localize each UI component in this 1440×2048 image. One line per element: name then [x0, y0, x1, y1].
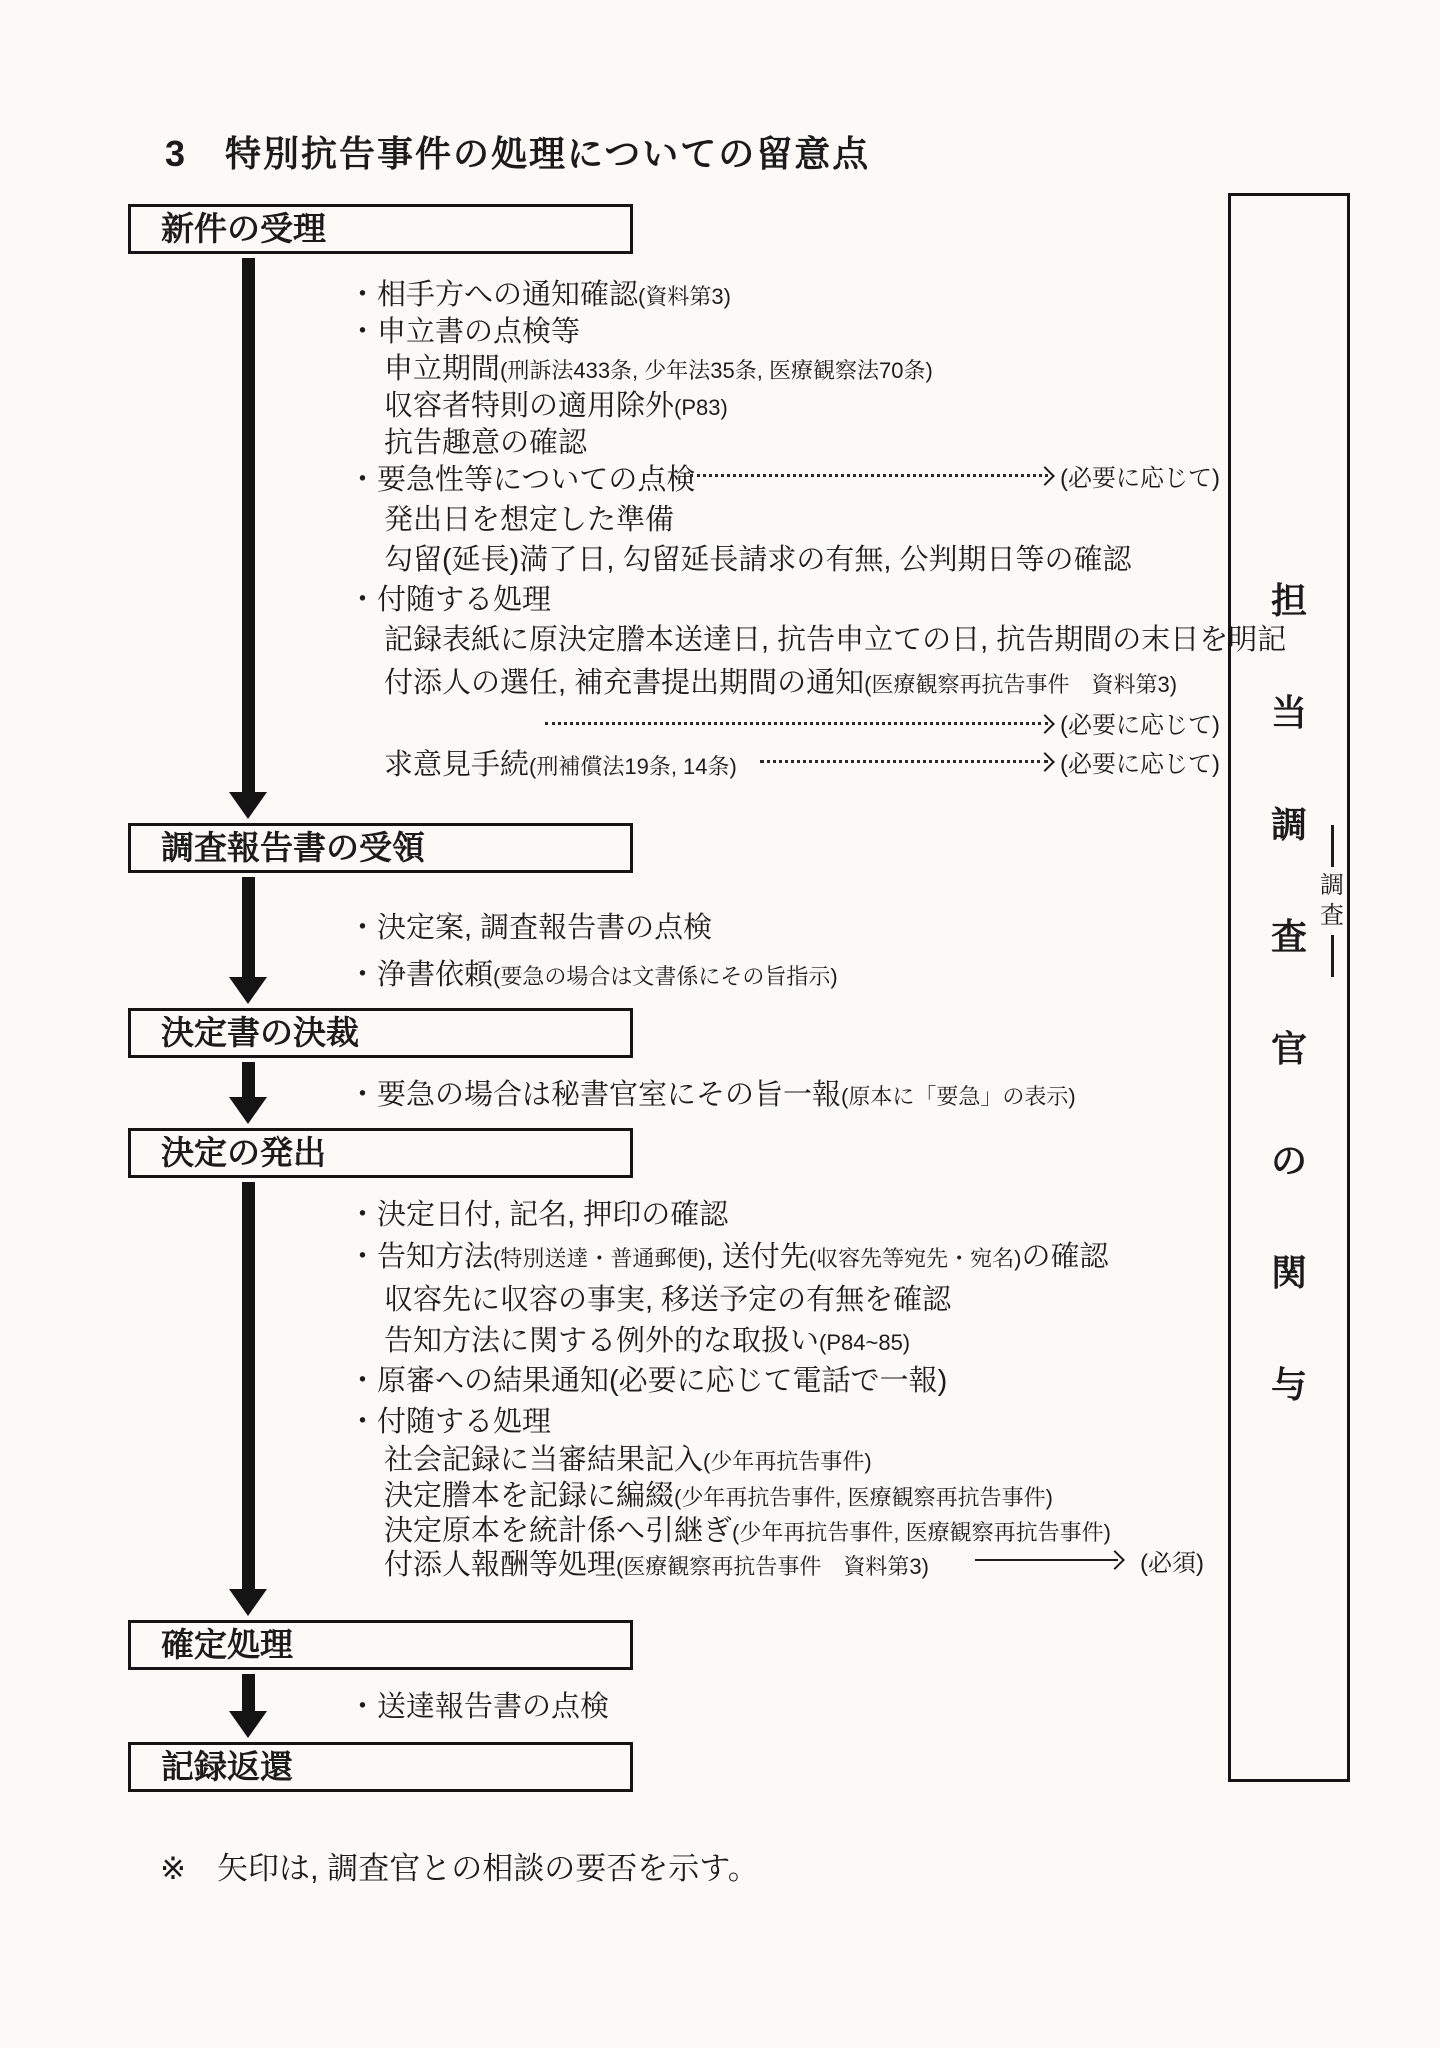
arrow-stem	[242, 1182, 255, 1589]
item-note: (P84~85)	[819, 1330, 911, 1355]
page-title: 3 特別抗告事件の処理についての留意点	[165, 133, 871, 174]
flow-box-label: 記録返還	[161, 1748, 293, 1785]
item-notify-opponent	[348, 272, 731, 313]
item-text: ・要急の場合は秘書官室にその旨一報	[348, 1079, 842, 1111]
item-notification-method	[348, 1234, 1108, 1275]
investigator-involvement-box	[1228, 193, 1350, 1782]
sub-attendant-fee	[384, 1542, 929, 1583]
solid-arrow-required	[975, 1559, 1118, 1561]
item-text: , 送付先	[705, 1241, 809, 1273]
sub-appeal-intent	[384, 420, 587, 461]
item-note: (少年再抗告事件, 医療観察再抗告事件)	[674, 1485, 1053, 1510]
item-text: ・相手方への通知確認	[348, 279, 639, 311]
item-text: 付添人報酬等処理	[384, 1549, 617, 1581]
sub-exception-handling	[384, 1318, 910, 1359]
vertical-char: 与	[1270, 1364, 1307, 1405]
label-as-needed-3: (必要に応じて)	[1060, 751, 1220, 778]
arrowhead-icon	[1035, 714, 1055, 734]
label-as-needed-2: (必要に応じて)	[1060, 712, 1220, 739]
item-text: 付添人の選任, 補充書提出期間の通知	[384, 667, 865, 699]
flow-box-decision-approval	[128, 1008, 633, 1058]
item-ancillary-tasks-2	[348, 1399, 551, 1440]
flow-box-label: 決定の発出	[161, 1134, 326, 1171]
item-text: 告知方法に関する例外的な取扱い	[384, 1325, 820, 1357]
item-text: ・決定案, 調査報告書の点検	[348, 912, 713, 944]
flow-box-finalization	[128, 1620, 633, 1670]
item-text: ・付随する処理	[348, 1406, 552, 1438]
sub-detainee-exception	[384, 383, 728, 424]
item-note: (原本に「要急」の表示)	[841, 1084, 1076, 1109]
vertical-dash	[1331, 935, 1334, 977]
arrow-head	[229, 792, 267, 819]
vertical-char: 当	[1270, 692, 1307, 733]
item-note: (医療観察再抗告事件 資料第3)	[616, 1554, 929, 1579]
vertical-char: 担	[1270, 580, 1307, 621]
vertical-label-chousa	[1317, 821, 1347, 981]
vertical-dash	[1331, 825, 1334, 867]
item-text: 記録表紙に原決定謄本送達日, 抗告申立ての日, 抗告期間の末日を明記	[384, 624, 1287, 656]
item-fair-copy-request	[348, 952, 838, 993]
sub-prepare-issue-date	[384, 497, 674, 538]
arrowhead-icon	[1035, 466, 1055, 486]
item-text: 抗告趣意の確認	[384, 427, 588, 459]
down-arrow-icon	[229, 1182, 267, 1616]
dotted-arrow-as-needed-2	[545, 722, 1048, 725]
arrow-head	[229, 1711, 267, 1738]
arrowhead-icon	[1105, 1550, 1125, 1570]
item-text: ・申立書の点検等	[348, 316, 581, 348]
sub-record-cover-dates	[384, 617, 1286, 658]
arrowhead-icon	[1035, 752, 1055, 772]
item-text: ・決定日付, 記名, 押印の確認	[348, 1199, 729, 1231]
arrow-stem	[242, 877, 255, 977]
item-text: 発出日を想定した準備	[384, 504, 675, 536]
item-check-date-seal	[348, 1192, 728, 1233]
item-text: ・浄書依頼	[348, 959, 494, 991]
item-urgency-check	[348, 457, 695, 498]
down-arrow-icon	[229, 258, 267, 819]
item-check-draft-report	[348, 905, 712, 946]
item-text: 決定謄本を記録に編綴	[384, 1480, 675, 1512]
item-text: ・付随する処理	[348, 584, 552, 616]
item-text: 収容先に収容の事実, 移送予定の有無を確認	[384, 1284, 952, 1316]
arrow-stem	[242, 1674, 255, 1711]
flow-box-label: 確定処理	[161, 1626, 293, 1663]
flow-box-label: 新件の受理	[161, 210, 326, 247]
item-text: ・原審への結果通知(必要に応じて電話で一報)	[348, 1365, 948, 1397]
flow-box-new-case	[128, 204, 633, 254]
item-text: 勾留(延長)満了日, 勾留延長請求の有無, 公判期日等の確認	[384, 544, 1132, 576]
flow-box-report-receipt	[128, 823, 633, 873]
item-note: (収容先等宛先・宛名)	[808, 1246, 1022, 1271]
item-text: 決定原本を統計係へ引継ぎ	[384, 1515, 733, 1547]
label-as-needed-1: (必要に応じて)	[1060, 465, 1220, 492]
sub-confirm-custody	[384, 1277, 951, 1318]
down-arrow-icon	[229, 877, 267, 1004]
vertical-char: 査	[1270, 916, 1307, 957]
item-text: ・告知方法	[348, 1241, 494, 1273]
arrow-stem	[242, 1062, 255, 1097]
item-note: (刑訴法433条, 少年法35条, 医療観察法70条)	[500, 358, 933, 383]
vertical-char: 官	[1270, 1028, 1307, 1069]
vertical-char: 調	[1270, 804, 1307, 845]
vertical-char: 関	[1270, 1252, 1307, 1293]
arrow-head	[229, 1589, 267, 1616]
item-check-delivery-report	[348, 1684, 609, 1725]
footnote: ※ 矢印は, 調査官との相談の要否を示す。	[160, 1851, 759, 1886]
item-text: 社会記録に当審結果記入	[384, 1444, 704, 1476]
down-arrow-icon	[229, 1674, 267, 1738]
item-text: 求意見手続	[384, 749, 530, 781]
item-note: (資料第3)	[638, 284, 731, 309]
arrow-head	[229, 977, 267, 1004]
item-ancillary-tasks	[348, 577, 551, 618]
vertical-label-involvement	[1231, 573, 1347, 1408]
sub-social-record	[384, 1437, 872, 1478]
item-inspect-petition	[348, 309, 580, 350]
arrow-head	[229, 1097, 267, 1124]
dotted-arrow-as-needed-1	[690, 474, 1048, 477]
flow-box-decision-issue	[128, 1128, 633, 1178]
flow-box-label: 決定書の決裁	[161, 1014, 359, 1051]
sub-opinion-request	[384, 742, 737, 783]
item-text: ・要急性等についての点検	[348, 464, 696, 496]
flow-box-label: 調査報告書の受領	[161, 829, 425, 866]
item-note: (刑補償法19条, 14条)	[529, 754, 737, 779]
item-result-notice-origin	[348, 1358, 947, 1399]
vertical-char: 調	[1320, 872, 1344, 899]
vertical-char: 査	[1320, 902, 1344, 929]
dotted-arrow-as-needed-3	[760, 760, 1048, 763]
item-text: 収容者特則の適用除外	[384, 390, 675, 422]
item-note: (医療観察再抗告事件 資料第3)	[864, 672, 1178, 697]
item-note: (少年再抗告事件)	[703, 1449, 872, 1474]
item-text: ・送達報告書の点検	[348, 1691, 610, 1723]
item-urgent-notice-secretary	[348, 1072, 1076, 1113]
item-note: (少年再抗告事件, 医療観察再抗告事件)	[732, 1520, 1111, 1545]
sub-detention-expiry	[384, 537, 1132, 578]
sub-petition-period	[384, 346, 933, 387]
flow-box-record-return	[128, 1742, 633, 1792]
item-text: の確認	[1021, 1241, 1109, 1273]
down-arrow-icon	[229, 1062, 267, 1124]
vertical-char: の	[1270, 1140, 1307, 1181]
item-note: (特別送達・普通郵便)	[493, 1246, 706, 1271]
sub-attendant-appointment	[384, 660, 1177, 701]
label-required: (必須)	[1140, 1550, 1204, 1577]
item-note: (要急の場合は文書係にその旨指示)	[493, 964, 838, 989]
arrow-stem	[242, 258, 255, 792]
item-note: (P83)	[674, 395, 728, 420]
item-text: 申立期間	[384, 353, 501, 385]
